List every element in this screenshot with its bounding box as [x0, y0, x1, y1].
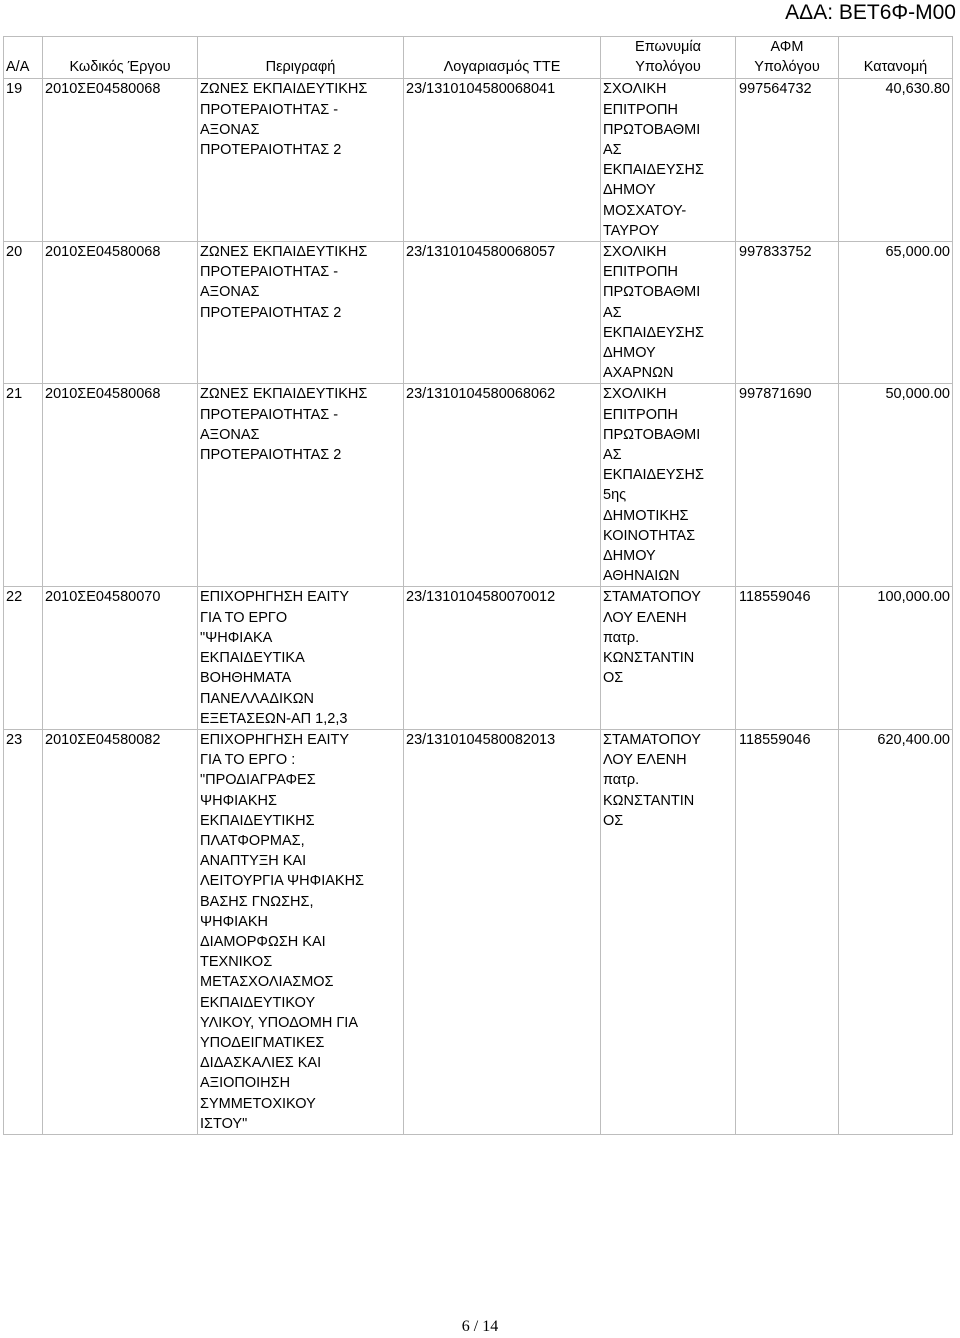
cell-payee-name-line: ΑΣ [603, 447, 622, 464]
cell-allocation: 620,400.00 [839, 729, 953, 1134]
cell-description [198, 384, 404, 587]
cell-project-code: 2010ΣΕ04580068 [43, 242, 198, 384]
cell-payee-name [601, 587, 736, 729]
cell-payee-name-line: ΔΗΜΟΥ [603, 182, 656, 199]
cell-payee-name-line: ΕΚΠΑΙΔΕΥΣΗΣ [603, 467, 704, 484]
table-row [4, 587, 953, 729]
cell-project-code: 2010ΣΕ04580068 [43, 384, 198, 587]
cell-payee-name-line: ΣΧΟΛΙΚΗ [603, 386, 667, 403]
cell-description-line: ΑΞΟΝΑΣ [200, 121, 260, 138]
cell-description-line: "ΠΡΟΔΙΑΓΡΑΦΕΣ [200, 772, 316, 789]
cell-description-line: ΠΡΟΤΕΡΑΙΟΤΗΤΑΣ - [200, 406, 339, 423]
cell-payee-name-line: ΣΧΟΛΙΚΗ [603, 244, 667, 261]
cell-description-line: ΜΕΤΑΣΧΟΛΙΑΣΜΟΣ [200, 974, 334, 991]
cell-payee-name-line: ΠΡΩΤΟΒΑΘΜΙ [603, 121, 701, 138]
cell-payee-name-line: ΑΘΗΝΑΙΩΝ [603, 568, 680, 585]
cell-description [198, 729, 404, 1134]
cell-description-line: ΠΡΟΤΕΡΑΙΟΤΗΤΑΣ 2 [200, 447, 342, 464]
table-row [4, 729, 953, 1134]
cell-description [198, 79, 404, 242]
cell-account: 23/1310104580070012 [404, 587, 601, 729]
cell-aa: 20 [4, 242, 43, 384]
cell-description-line: ΨΗΦΙΑΚΗΣ [200, 792, 277, 809]
cell-payee-name-line: ΣΤΑΜΑΤΟΠΟΥ [603, 731, 701, 748]
col-header-afm-line: ΑΦΜ [770, 39, 804, 55]
col-header-allocation: Κατανομή [839, 37, 953, 79]
cell-description-line: ΔΙΑΜΟΡΦΩΣΗ ΚΑΙ [200, 933, 326, 950]
cell-payee-name-line: πατρ. [603, 772, 640, 789]
cell-description-line: ΖΩΝΕΣ ΕΚΠΑΙΔΕΥΤΙΚΗΣ [200, 386, 368, 403]
cell-payee-name-line: ΟΣ [603, 670, 624, 687]
col-header-name [601, 37, 736, 79]
col-header-afm [736, 37, 839, 79]
cell-aa: 21 [4, 384, 43, 587]
cell-payee-name-line: ΠΡΩΤΟΒΑΘΜΙ [603, 284, 701, 301]
cell-aa: 19 [4, 79, 43, 242]
cell-description-line: ΕΞΕΤΑΣΕΩΝ-ΑΠ 1,2,3 [200, 710, 348, 727]
cell-description-line: ΠΡΟΤΕΡΑΙΟΤΗΤΑΣ 2 [200, 304, 342, 321]
cell-aa: 23 [4, 729, 43, 1134]
cell-payee-name [601, 384, 736, 587]
cell-description-line: ΕΠΙΧΟΡΗΓΗΣΗ ΕΑΙΤΥ [200, 731, 350, 748]
cell-payee-name-line: ΑΣ [603, 304, 622, 321]
cell-payee-name-line: ΚΟΙΝΟΤΗΤΑΣ [603, 527, 696, 544]
cell-description-line: ΠΡΟΤΕΡΑΙΟΤΗΤΑΣ - [200, 101, 339, 118]
cell-description-line: ΣΥΜΜΕΤΟΧΙΚΟΥ [200, 1095, 316, 1112]
cell-payee-name-line: ΔΗΜΟΤΙΚΗΣ [603, 507, 689, 524]
cell-payee-name [601, 729, 736, 1134]
cell-payee-name-line: ΔΗΜΟΥ [603, 548, 656, 565]
cell-payee-name-line: ΕΚΠΑΙΔΕΥΣΗΣ [603, 162, 704, 179]
cell-payee-name-line: ΣΧΟΛΙΚΗ [603, 81, 667, 98]
cell-payee-name-line: ΑΧΑΡΝΩΝ [603, 365, 674, 382]
page-number: 6 / 14 [461, 1318, 499, 1335]
allocation-table [3, 36, 953, 1135]
col-header-name-line: Υπολόγου [635, 59, 701, 76]
cell-description-line: ΖΩΝΕΣ ΕΚΠΑΙΔΕΥΤΙΚΗΣ [200, 81, 368, 98]
cell-description-line: ΕΚΠΑΙΔΕΥΤΙΚΗΣ [200, 812, 315, 829]
cell-description-line: ΖΩΝΕΣ ΕΚΠΑΙΔΕΥΤΙΚΗΣ [200, 244, 368, 261]
cell-payee-name-line: ΜΟΣΧΑΤΟΥ- [603, 202, 687, 219]
col-header-description: Περιγραφή [198, 37, 404, 79]
cell-afm: 118559046 [736, 729, 839, 1134]
cell-description-line: ΙΣΤΟΥ" [200, 1115, 248, 1132]
cell-aa: 22 [4, 587, 43, 729]
cell-payee-name-line: ΕΠΙΤΡΟΠΗ [603, 406, 678, 423]
table-header-row [4, 37, 953, 79]
cell-allocation: 40,630.80 [839, 79, 953, 242]
cell-description-line: ΑΝΑΠΤΥΞΗ ΚΑΙ [200, 853, 307, 870]
col-header-code: Κωδικός Έργου [43, 37, 198, 79]
cell-project-code: 2010ΣΕ04580082 [43, 729, 198, 1134]
cell-description [198, 587, 404, 729]
cell-account: 23/1310104580082013 [404, 729, 601, 1134]
cell-payee-name [601, 79, 736, 242]
cell-description-line: ΠΡΟΤΕΡΑΙΟΤΗΤΑΣ - [200, 264, 339, 281]
cell-allocation: 65,000.00 [839, 242, 953, 384]
cell-payee-name [601, 242, 736, 384]
cell-afm: 997564732 [736, 79, 839, 242]
cell-description-line: ΔΙΔΑΣΚΑΛΙΕΣ ΚΑΙ [200, 1055, 322, 1072]
cell-description-line: ΒΑΣΗΣ ΓΝΩΣΗΣ, [200, 893, 314, 910]
cell-afm: 997833752 [736, 242, 839, 384]
cell-payee-name-line: ΑΣ [603, 142, 622, 159]
cell-description-line: ΕΠΙΧΟΡΗΓΗΣΗ ΕΑΙΤΥ [200, 589, 350, 606]
cell-afm: 997871690 [736, 384, 839, 587]
cell-allocation: 100,000.00 [839, 587, 953, 729]
cell-payee-name-line: ΕΠΙΤΡΟΠΗ [603, 101, 678, 118]
cell-description-line: ΕΚΠΑΙΔΕΥΤΙΚΟΥ [200, 994, 316, 1011]
cell-payee-name-line: ΕΠΙΤΡΟΠΗ [603, 264, 678, 281]
cell-description-line: ΠΛΑΤΦΟΡΜΑΣ, [200, 832, 305, 849]
cell-description-line: ΥΠΟΔΕΙΓΜΑΤΙΚΕΣ [200, 1034, 325, 1051]
cell-afm: 118559046 [736, 587, 839, 729]
cell-payee-name-line: ΠΡΩΤΟΒΑΘΜΙ [603, 426, 701, 443]
col-header-afm-line: Υπολόγου [754, 59, 820, 76]
col-header-aa: Α/Α [4, 37, 43, 79]
cell-payee-name-line: ΚΩΝΣΤΑΝΤΙΝ [603, 792, 695, 809]
cell-project-code: 2010ΣΕ04580068 [43, 79, 198, 242]
cell-description-line: ΠΡΟΤΕΡΑΙΟΤΗΤΑΣ 2 [200, 142, 342, 159]
col-header-account: Λογαριασμός ΤΤΕ [404, 37, 601, 79]
cell-description-line: ΑΞΟΝΑΣ [200, 284, 260, 301]
cell-allocation: 50,000.00 [839, 384, 953, 587]
table-row [4, 384, 953, 587]
cell-payee-name-line: ΣΤΑΜΑΤΟΠΟΥ [603, 589, 701, 606]
cell-payee-name-line: ΤΑΥΡΟΥ [603, 222, 660, 239]
cell-description [198, 242, 404, 384]
table-row [4, 79, 953, 242]
cell-payee-name-line: ΚΩΝΣΤΑΝΤΙΝ [603, 650, 695, 667]
cell-account: 23/1310104580068041 [404, 79, 601, 242]
cell-description-line: ΥΛΙΚΟΥ, ΥΠΟΔΟΜΗ ΓΙΑ [200, 1014, 358, 1031]
cell-account: 23/1310104580068062 [404, 384, 601, 587]
cell-description-line: ΛΕΙΤΟΥΡΓΙΑ ΨΗΦΙΑΚΗΣ [200, 873, 365, 890]
cell-description-line: ΤΕΧΝΙΚΟΣ [200, 954, 273, 971]
cell-payee-name-line: ΟΣ [603, 812, 624, 829]
cell-payee-name-line: 5ης [603, 487, 627, 504]
table-row [4, 242, 953, 384]
cell-payee-name-line: πατρ. [603, 629, 640, 646]
cell-payee-name-line: ΕΚΠΑΙΔΕΥΣΗΣ [603, 324, 704, 341]
cell-description-line: ΕΚΠΑΙΔΕΥΤΙΚΑ [200, 650, 305, 667]
cell-payee-name-line: ΛΟΥ ΕΛΕΝΗ [603, 609, 687, 626]
ada-code: ΑΔΑ: ΒΕΤ6Φ-Μ00 [785, 1, 956, 24]
cell-description-line: ΒΟΗΘΗΜΑΤΑ [200, 670, 292, 687]
cell-description-line: ΓΙΑ ΤΟ ΕΡΓΟ : [200, 752, 296, 769]
cell-payee-name-line: ΛΟΥ ΕΛΕΝΗ [603, 752, 687, 769]
col-header-name-line: Επωνυμία [635, 39, 701, 55]
cell-description-line: "ΨΗΦΙΑΚΑ [200, 629, 273, 646]
cell-project-code: 2010ΣΕ04580070 [43, 587, 198, 729]
cell-description-line: ΑΞΙΟΠΟΙΗΣΗ [200, 1075, 291, 1092]
cell-account: 23/1310104580068057 [404, 242, 601, 384]
cell-payee-name-line: ΔΗΜΟΥ [603, 345, 656, 362]
cell-description-line: ΠΑΝΕΛΛΑΔΙΚΩΝ [200, 690, 315, 707]
cell-description-line: ΨΗΦΙΑΚΗ [200, 913, 268, 930]
cell-description-line: ΑΞΟΝΑΣ [200, 426, 260, 443]
cell-description-line: ΓΙΑ ΤΟ ΕΡΓΟ [200, 609, 288, 626]
